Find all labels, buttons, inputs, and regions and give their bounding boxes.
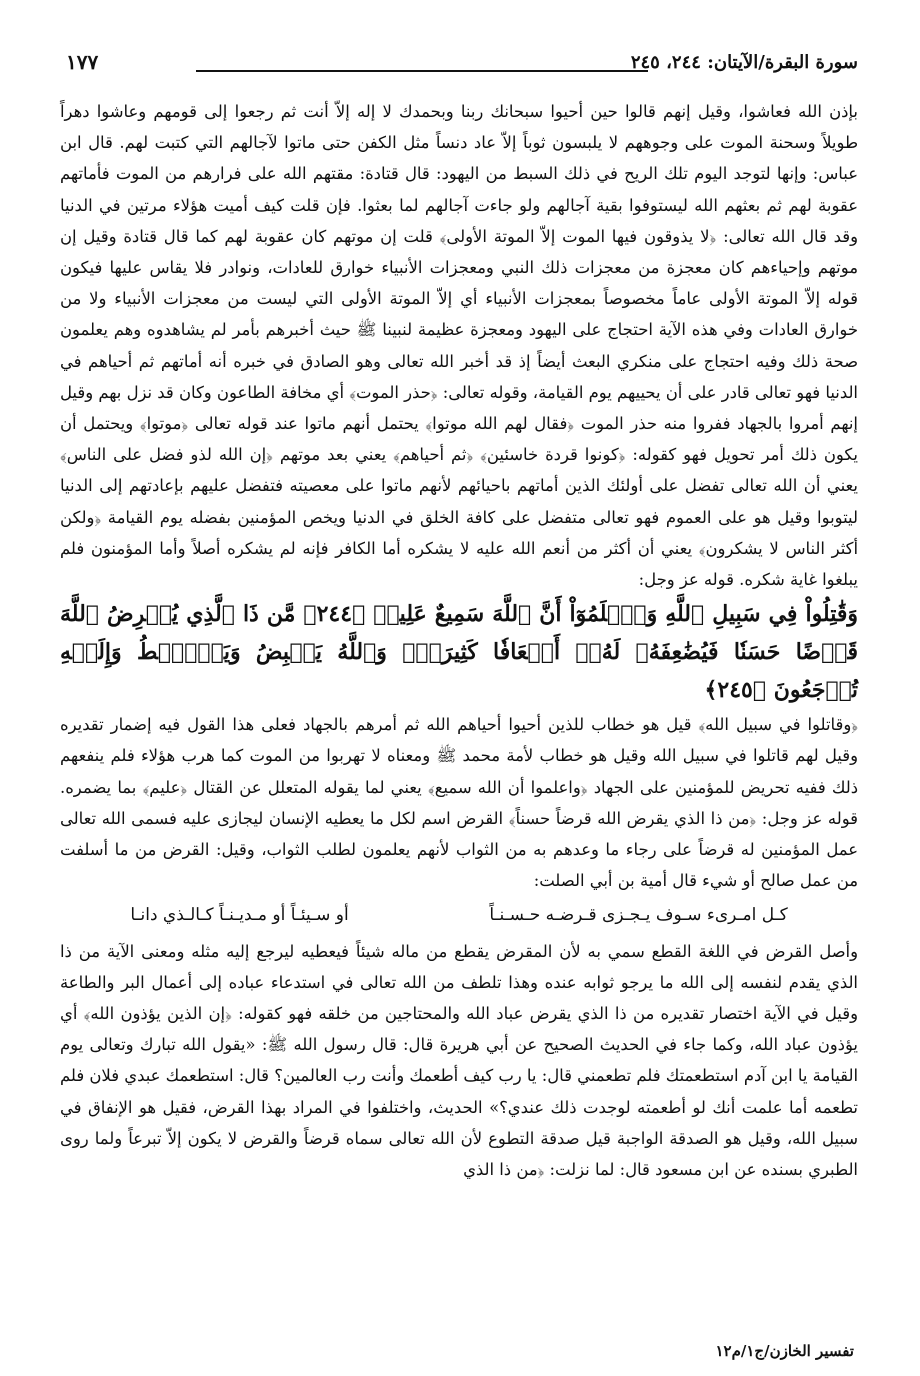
page-footer-signature: تفسير الخازن/ج١/م١٢ [715,1342,854,1360]
paragraph-1: بإذن الله فعاشوا، وقيل إنهم قالوا حين أحيوا سبحانك ربنا وبحمدك لا إله إلاّ أنت ثم رجعوا إلى قومهم وعاشوا دهراً طويلاً وسحنة الموت على وجوههم لا يلبسون ثوباً إلاّ عاد دنساً مثل الكفن حتى ماتوا لآجالهم التي كتبت لهم. قال ابن عباس: وإنها لتوجد اليوم تلك الريح في ذلك السبط من اليهود: قال قتادة: مقتهم الله على فرارهم من الموت فأماتهم عقوبة لهم ثم بعثهم الله ليستوفوا بقية آجالهم ولو جاءت آجالهم لما بعثوا. فإن قلت كيف أميت هؤلاء مرتين في الدنيا وقد قال الله تعالى: ﴿لا يذوقون فيها الموت إلاّ الموتة الأولى﴾ قلت إن موتهم كان عقوبة لهم كما قال قتادة وقيل إن موتهم وإحياءهم كان معجزة من معجزات ذلك النبي ومعجزات الأنبياء خوارق للعادات، ونوادر فلا يقاس عليها فيكون قوله إلاّ الموتة الأولى عاماً مخصوصاً بمعجزات الأنبياء أي إلاّ الموتة الأولى التي ليست من معجزات الأنبياء ولا من خوارق العادات وفي هذه الآية احتجاج على اليهود ومعجزة عظيمة لنبينا ﷺ حيث أخبرهم بأمر لم يشاهدوه وهم يعلمون صحة ذلك وفيه احتجاج على منكري البعث أيضاً إذ قد أخبر الله تعالى وهو الصادق في خبره أنه أماتهم ثم أحياهم في الدنيا فهو تعالى قادر على أن يحييهم يوم القيامة، وقوله تعالى: ﴿حذر الموت﴾ أي مخافة الطاعون وكان قد نزل بهم وقيل إنهم أمروا بالجهاد ففروا منه حذر الموت ﴿فقال لهم الله موتوا﴾ يحتمل أنهم ماتوا عند قوله تعالى ﴿موتوا﴾ ويحتمل أن يكون ذلك أمر تحويل فهو كقوله: ﴿كونوا قردة خاسئين﴾ ﴿ثم أحياهم﴾ يعني بعد موتهم ﴿إن الله لذو فضل على الناس﴾ يعني أن الله تعالى تفضل على أولئك الذين أماتهم باحيائهم لأنهم ماتوا على معصيته فتفضل عليهم بإعادتهم إلى الدنيا ليتوبوا وقيل هو على العموم فهو تعالى متفضل على كافة الخلق في الدنيا ويخص المؤمنين بفضله يوم القيامة ﴿ولكن أكثر الناس لا يشكرون﴾ يعني أن أكثر من أنعم الله عليه لا يشكره أما الكافر فإنه لم يشكره أصلاً وأما المؤمنون فلم يبلغوا غاية شكره. قوله عز وجل: [60,102,858,590]
poem-left-hemistich: أو سـيئـاً أو مـديـنـاً كـالـذي دانـا [130,905,349,926]
poem-right-hemistich: كـل امـرىء سـوف يـجـزى قـرضـه حـسـنـاً [489,905,788,926]
paragraph-2: ﴿وقاتلوا في سبيل الله﴾ قيل هو خطاب للذين أحيوا أحياهم الله ثم أمرهم بالجهاد فعلى هذا القول فيه إضمار تقديره وقيل لهم قاتلوا في سبيل الله وقيل هو خطاب لأمة محمد ﷺ ومعناه لا تهربوا من الموت كما هرب هؤلاء فلم ينفعهم ذلك ففيه تحريض للمؤمنين على الجهاد ﴿واعلموا أن الله سميع﴾ يعني لما يقوله المتعلل عن القتال ﴿عليم﴾ بما يضمره. قوله عز وجل: ﴿من ذا الذي يقرض الله قرضاً حسناً﴾ القرض اسم لكل ما يعطيه الإنسان ليجازى عليه فسمى الله تعالى عمل المؤمنين له قرضاً على رجاء ما وعدهم به من الثواب لأنهم يعلمون لطلب الثواب، وقيل: القرض من ما أسلفت من عمل صالح أو شيء قال أمية بن أبي الصلت: [60,715,858,891]
header-rule [196,70,648,72]
page-header [66,48,858,84]
page-number: ١٧٧ [66,50,99,74]
quran-verse: وَقَٰتِلُواْ فِي سَبِيلِ ٱللَّهِ وَٱعۡلَمُوٓاْ أَنَّ ٱللَّهَ سَمِيعٌ عَلِيمٞ ﴿٢٤٤﴾ مَّن ذَا ٱلَّذِي يُقۡرِضُ ٱللَّهَ قَرۡضًا حَسَنٗا فَيُضَٰعِفَهُۥ لَهُۥٓ أَضۡعَافٗا كَثِيرَةٗۚ وَٱللَّهُ يَقۡبِضُ وَيَبۡصُۜطُ وَإِلَيۡهِ تُرۡجَعُونَ ﴿٢٤٥﴾ [60,601,858,704]
poem-line [60,900,858,931]
paragraph-3: وأصل القرض في اللغة القطع سمي به لأن المقرض يقطع من ماله شيئاً فيعطيه ليرجع إليه مثله ومعنى الآية من ذا الذي يقدم لنفسه إلى الله ما يرجو ثوابه عنده وهذا تلطف من الله تعالى في استدعاء عباده إلى أعمال البر والطاعة وقيل في الآية اختصار تقديره من ذا الذي يقرض عباد الله والمحتاجين من خلقه فهو كقوله: ﴿إن الذين يؤذون الله﴾ أي يؤذون عباد الله، وكما جاء في الحديث الصحيح عن أبي هريرة قال: قال رسول الله ﷺ: «يقول الله تبارك وتعالى يوم القيامة يا ابن آدم استطعمتك فلم تطعمني قال: يا رب كيف أطعمك وأنت رب العالمين؟ قال: استطعمك عبدي فلان فلم تطعمه أما علمت أنك لو أطعمته لوجدت ذلك عندي؟» الحديث، واختلفوا في المراد بهذا القرض، فقيل هو الإنفاق في سبيل الله، وقيل هو الصدقة الواجبة قيل صدقة التطوع لأن الله تعالى سماه قرضاً والقرض لا يكون إلاّ تبرعاً ولما روى الطبري بسنده عن ابن مسعود قال: لما نزلت: ﴿من ذا الذي [60,941,858,1180]
body-text [60,96,858,1185]
surah-title: سورة البقرة/الآيتان: ٢٤٤، ٢٤٥ [630,52,858,73]
